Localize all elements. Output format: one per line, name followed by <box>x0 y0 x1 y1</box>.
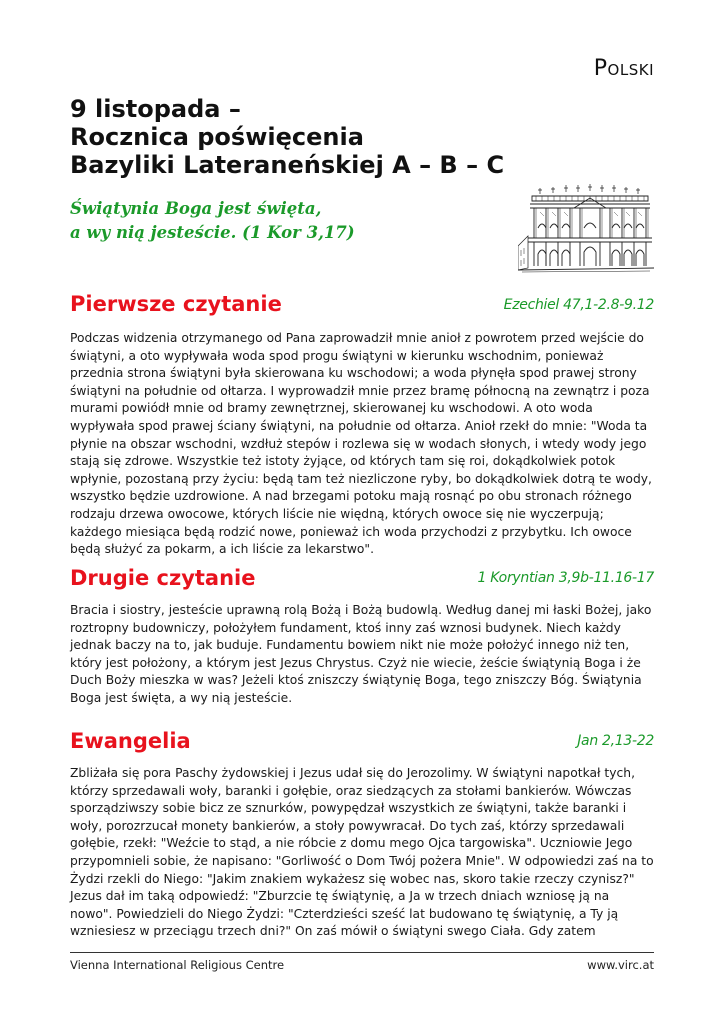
title-line-2: Rocznica poświęcenia <box>70 123 364 151</box>
gospel-title: Ewangelia <box>70 729 191 753</box>
title-line-1: 9 listopada – <box>70 95 241 123</box>
reading-2-title: Drugie czytanie <box>70 566 256 590</box>
title-line-3: Bazyliki Lateraneńskiej A – B – C <box>70 151 505 179</box>
page-title <box>70 95 650 179</box>
footer-website-link[interactable]: www.virc.at <box>587 958 654 972</box>
basilica-drawing-icon <box>518 184 654 274</box>
language-label: Polski <box>593 56 654 81</box>
gospel-reference: Jan 2,13-22 <box>577 733 654 749</box>
motto-line-1: Świątynia Boga jest święta, <box>70 199 322 218</box>
reading-2-text: Bracia i siostry, jesteście uprawną rolą Bożą i Bożą budowlą. Według danej mi łaski Bożej, jako roztropny budowniczy, położyłem fundament, ktoś inny zaś wznosi budynek. Niech każdy jednak baczy na to, jak buduje. Fundamentu bowiem nikt nie może położyć innego niż ten, który jest położony, a którym jest Jezus Chrystus. Czyż nie wiecie, żeście świątynią Boga i że Duch Boży mieszka w was? Jeżeli ktoś zniszczy świątynię Boga, tego zniszczy Bóg. Świątynia Boga jest święta, a wy nią jesteście. <box>70 603 652 705</box>
gospel-text: Zbliżała się pora Paschy żydowskiej i Jezus udał się do Jerozolimy. W świątyni napotkał tych, którzy sprzedawali woły, baranki i gołębie, oraz siedzących za stołami bankierów. Wówczas sporządziwszy sobie bicz ze sznurków, powypędzał wszystkich ze świątyni, także baranki i woły, porozrzucał monety bankierów, a stoły powywracał. Do tych zaś, którzy sprzedawali gołębie, rzekł: "Weźcie to stąd, a nie róbcie z domu mego Ojca targowiska". Uczniowie Jego przypomnieli sobie, że napisano: "Gorliwość o Dom Twój pożera Mnie". W odpowiedzi zaś na to Żydzi rzekli do Niego: "Jakim znakiem wykażesz się wobec nas, skoro takie rzeczy czynisz?" Jezus dał im taką odpowiedź: "Zburzcie tę świątynię, a Ja w trzech dniach wzniosę ją na nowo". Powiedzieli do Niego Żydzi: "Czterdzieści sześć lat budowano tę świątynię, a Ty ją wzniesiesz w przeciągu trzech dni?" On zaś mówił o świątyni swego Ciała. Gdy zatem <box>70 766 654 939</box>
motto-line-2: a wy nią jesteście. (1 Kor 3,17) <box>70 223 355 242</box>
footer-divider <box>70 952 654 953</box>
reading-2-reference: 1 Koryntian 3,9b-11.16-17 <box>477 570 654 586</box>
motto <box>70 197 390 245</box>
reading-1-text: Podczas widzenia otrzymanego od Pana zaprowadził mnie anioł z powrotem przed wejście do świątyni, a oto wypływała woda spod progu świątyni w kierunku wschodnim, ponieważ przednia strona świątyni była skierowana ku wschodowi; a woda płynęła spod prawej strony świątyni na południe od ołtarza. I wyprowadził mnie przez bramę północną na zewnątrz i poza murami powiódł mnie od bramy zewnętrznej, skierowanej ku wschodowi. A oto woda wypływała spod prawej ściany świątyni, na południe od ołtarza. Anioł rzekł do mnie: "Woda ta płynie na obszar wschodni, wzdłuż stepów i rozlewa się w wodach słonych, i wtedy wody jego stają się zdrowe. Wszystkie też istoty żyjące, od których tam się roi, dokądkolwiek potok wpłynie, pozostaną przy życiu: będą tam też niezliczone ryby, bo dokądkolwiek dotrą te wody, wszystko będzie uzdrowione. A nad brzegami potoku mają rosnąć po obu stronach różnego rodzaju drzewa owocowe, których liście nie więdną, których owoce się nie wyczerpują; każdego miesiąca będą rodzić nowe, ponieważ ich woda przychodzi z przybytku. Ich owoce będą służyć za pokarm, a ich liście za lekarstwo". <box>70 331 652 557</box>
reading-1-title: Pierwsze czytanie <box>70 292 282 316</box>
footer-organization: Vienna International Religious Centre <box>70 958 285 972</box>
reading-1-reference: Ezechiel 47,1-2.8-9.12 <box>503 297 654 313</box>
